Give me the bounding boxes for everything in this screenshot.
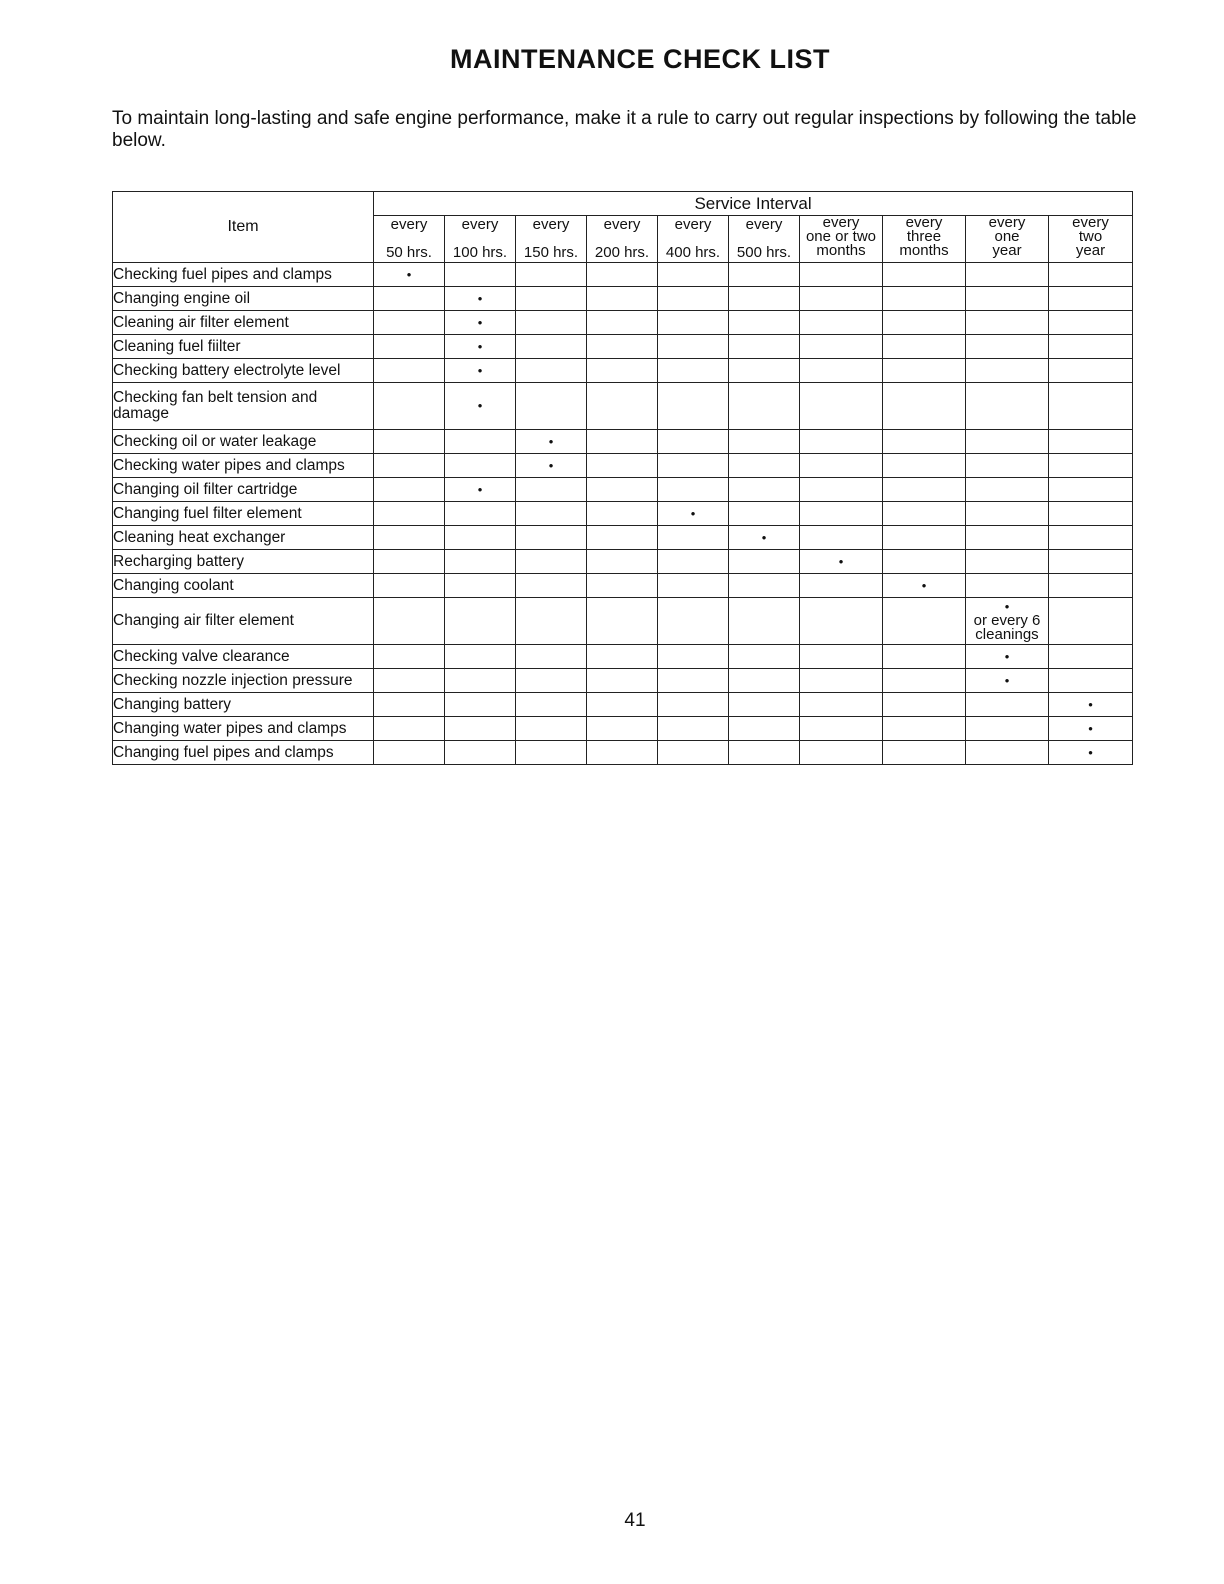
interval-cell [658,287,729,311]
interval-cell [800,693,883,717]
interval-cell [445,287,516,311]
interval-cell [374,359,445,383]
check-mark: • [477,290,483,306]
interval-cell [516,669,587,693]
interval-cell [1049,717,1133,741]
interval-cell [658,478,729,502]
interval-label-l2: 500 hrs. [736,244,792,261]
interval-label-l3: year [1075,242,1106,259]
interval-cell [445,598,516,645]
check-mark: • [761,529,767,545]
interval-cell [587,311,658,335]
interval-cell [374,717,445,741]
item-cell: Checking fuel pipes and clamps [113,263,374,287]
interval-cell [445,311,516,335]
interval-cell [445,693,516,717]
interval-cell [800,645,883,669]
check-mark: • [1088,696,1093,712]
check-mark: • [548,457,554,473]
interval-cell [800,430,883,454]
interval-cell [1049,430,1133,454]
item-column-header: Item [113,192,374,263]
check-mark: • [921,577,927,593]
table-row [113,574,1133,598]
interval-cell [516,526,587,550]
interval-cell [1049,669,1133,693]
table-row [113,263,1133,287]
interval-cell [729,693,800,717]
interval-cell [1049,263,1133,287]
interval-cell [800,383,883,430]
item-cell: Cleaning fuel fiilter [113,335,374,359]
check-mark: • [1088,720,1093,736]
interval-cell [1049,526,1133,550]
interval-cell [800,741,883,765]
maintenance-table [112,191,1133,765]
interval-cell [1049,645,1133,669]
page-number: 41 [624,1510,646,1531]
item-cell: Checking nozzle injection pressure [113,669,374,693]
check-mark: • [1004,672,1010,688]
interval-cell [658,502,729,526]
interval-label-l1: every [745,216,783,233]
interval-label-l1: every [603,216,641,233]
interval-cell [587,574,658,598]
interval-cell [658,669,729,693]
interval-column-header [966,216,1049,263]
interval-cell [516,502,587,526]
page-title: MAINTENANCE CHECK LIST [450,44,830,74]
interval-cell [729,550,800,574]
interval-column-header [1049,216,1133,263]
interval-cell [587,430,658,454]
interval-cell [587,741,658,765]
interval-cell [966,741,1049,765]
interval-cell [883,717,966,741]
interval-cell [374,598,445,645]
interval-cell [966,669,1049,693]
interval-cell [883,287,966,311]
interval-cell [374,311,445,335]
interval-label-l1: every [905,214,943,231]
table-row [113,526,1133,550]
check-mark: • [477,314,483,330]
check-mark: • [477,398,483,413]
interval-cell [516,574,587,598]
interval-cell [1049,550,1133,574]
interval-cell [883,574,966,598]
interval-cell [800,598,883,645]
interval-cell [587,383,658,430]
table-row [113,383,1133,430]
item-cell: Changing oil filter cartridge [113,478,374,502]
interval-cell [658,335,729,359]
interval-cell [966,287,1049,311]
interval-cell [516,287,587,311]
interval-cell [374,693,445,717]
interval-cell [729,430,800,454]
interval-cell [883,383,966,430]
interval-cell [516,263,587,287]
interval-cell [658,693,729,717]
interval-cell [883,454,966,478]
interval-cell [800,502,883,526]
interval-cell [883,311,966,335]
interval-cell [883,598,966,645]
interval-cell [374,645,445,669]
check-mark: • [477,338,483,354]
interval-cell [374,335,445,359]
check-mark: • [838,553,844,569]
table-row [113,430,1133,454]
interval-cell [374,741,445,765]
interval-cell [374,478,445,502]
interval-cell [729,383,800,430]
interval-label-l2: one [994,228,1020,245]
table-row [113,311,1133,335]
interval-column-header [445,216,516,263]
item-cell: Checking oil or water leakage [113,430,374,454]
table-row [113,359,1133,383]
interval-cell [658,741,729,765]
interval-cell [729,645,800,669]
interval-label-l1: every [674,216,712,233]
interval-column-header [800,216,883,263]
interval-cell [1049,478,1133,502]
table-row [113,693,1133,717]
interval-cell [966,311,1049,335]
interval-cell [658,717,729,741]
interval-cell [374,502,445,526]
interval-cell [1049,741,1133,765]
interval-cell [883,526,966,550]
interval-cell [587,263,658,287]
item-cell: Changing air filter element [113,598,374,645]
interval-cell [800,574,883,598]
interval-note: cleanings [975,626,1039,643]
interval-cell [729,502,800,526]
interval-cell [966,502,1049,526]
interval-column-header [883,216,966,263]
interval-cell [445,502,516,526]
interval-cell [1049,693,1133,717]
check-mark: • [690,505,696,521]
interval-cell [883,335,966,359]
interval-cell [587,287,658,311]
check-mark: • [477,362,483,378]
interval-cell [729,478,800,502]
interval-cell [374,574,445,598]
interval-cell [966,526,1049,550]
interval-cell [883,669,966,693]
interval-cell [883,502,966,526]
item-cell: Cleaning air filter element [113,311,374,335]
interval-cell [516,717,587,741]
interval-cell [587,335,658,359]
interval-cell [800,335,883,359]
interval-cell [445,645,516,669]
interval-cell [374,550,445,574]
interval-column-header [374,216,445,263]
interval-cell [445,478,516,502]
interval-cell [883,741,966,765]
interval-cell [445,430,516,454]
interval-cell [729,311,800,335]
item-cell: Checking battery electrolyte level [113,359,374,383]
interval-cell [883,550,966,574]
check-mark: • [1004,599,1010,614]
interval-cell [587,359,658,383]
interval-label-l1: every [532,216,570,233]
service-interval-header: Service Interval [374,192,1133,216]
interval-cell [445,669,516,693]
interval-cell [587,526,658,550]
interval-cell [658,263,729,287]
item-cell: Changing fuel filter element [113,502,374,526]
check-mark: • [1088,744,1093,760]
interval-cell [445,454,516,478]
interval-column-header [587,216,658,263]
interval-cell [658,430,729,454]
interval-cell [516,454,587,478]
interval-cell [445,717,516,741]
interval-label-l2: 150 hrs. [523,244,579,261]
interval-cell [800,717,883,741]
interval-column-header [658,216,729,263]
interval-cell [883,645,966,669]
interval-cell [800,478,883,502]
interval-cell [516,430,587,454]
interval-cell [658,454,729,478]
interval-cell [587,717,658,741]
interval-cell [883,359,966,383]
interval-cell [1049,383,1133,430]
interval-cell [1049,335,1133,359]
interval-cell [966,693,1049,717]
interval-label-l2: two [1078,228,1103,245]
interval-cell [800,359,883,383]
table-row [113,335,1133,359]
table-row [113,598,1133,645]
check-mark: • [406,266,412,282]
interval-cell [1049,502,1133,526]
interval-cell [658,598,729,645]
item-cell: Changing fuel pipes and clamps [113,741,374,765]
interval-cell [883,693,966,717]
table-row [113,669,1133,693]
interval-cell [374,430,445,454]
interval-cell [800,454,883,478]
table-row [113,502,1133,526]
interval-cell [1049,287,1133,311]
interval-cell [1049,454,1133,478]
interval-cell [587,645,658,669]
interval-cell [658,574,729,598]
interval-cell [966,359,1049,383]
interval-cell [658,311,729,335]
table-row [113,741,1133,765]
interval-cell [587,598,658,645]
interval-cell [516,693,587,717]
interval-cell [587,550,658,574]
item-cell: Changing battery [113,693,374,717]
interval-label-l2: 100 hrs. [452,244,508,261]
interval-cell [1049,359,1133,383]
interval-cell [883,430,966,454]
table-row [113,645,1133,669]
interval-label-l3: months [899,242,949,259]
interval-cell [966,454,1049,478]
interval-cell [374,526,445,550]
interval-label-l2: 200 hrs. [594,244,650,261]
interval-cell [966,263,1049,287]
interval-cell [587,478,658,502]
interval-cell [966,598,1049,645]
interval-cell [883,478,966,502]
check-mark: • [1004,648,1010,664]
interval-cell [966,574,1049,598]
item-cell: Recharging battery [113,550,374,574]
interval-cell [658,359,729,383]
interval-cell [516,741,587,765]
interval-cell [374,454,445,478]
interval-label-l1: every [1072,214,1109,231]
interval-cell [445,550,516,574]
table-row [113,550,1133,574]
interval-cell [516,550,587,574]
item-cell: Checking fan belt tension and damage [113,383,374,430]
interval-cell [516,598,587,645]
item-cell: Checking water pipes and clamps [113,454,374,478]
interval-cell [374,263,445,287]
interval-cell [800,669,883,693]
table-row [113,717,1133,741]
interval-cell [374,287,445,311]
intro-paragraph: To maintain long-lasting and safe engine performance, make it a rule to carry out regular inspections by following the table below. [112,108,1137,151]
interval-cell [374,383,445,430]
interval-label-l2: 400 hrs. [665,244,721,261]
interval-cell [516,359,587,383]
interval-cell [729,598,800,645]
interval-cell [729,741,800,765]
item-cell: Checking valve clearance [113,645,374,669]
interval-cell [729,669,800,693]
check-mark: • [548,433,554,449]
interval-cell [516,311,587,335]
interval-cell [729,526,800,550]
check-mark: • [477,481,483,497]
interval-label-l3: year [992,242,1022,259]
interval-cell [587,454,658,478]
interval-cell [658,526,729,550]
interval-cell [658,550,729,574]
interval-cell [516,645,587,669]
interval-cell [966,478,1049,502]
interval-label-l1: every [988,214,1026,231]
interval-cell [1049,598,1133,645]
interval-cell [729,263,800,287]
interval-cell [658,383,729,430]
interval-cell [445,359,516,383]
interval-cell [966,335,1049,359]
interval-cell [516,478,587,502]
interval-cell [516,383,587,430]
interval-cell [966,645,1049,669]
interval-cell [729,287,800,311]
table-row [113,287,1133,311]
interval-cell [800,311,883,335]
interval-cell [729,454,800,478]
interval-label-l1: every [461,216,499,233]
interval-cell [966,717,1049,741]
item-cell: Changing water pipes and clamps [113,717,374,741]
interval-cell [800,550,883,574]
table-row [113,478,1133,502]
interval-column-header [516,216,587,263]
interval-cell [1049,311,1133,335]
interval-cell [658,645,729,669]
interval-cell [445,741,516,765]
interval-cell [800,526,883,550]
interval-cell [729,717,800,741]
interval-cell [445,383,516,430]
interval-cell [966,550,1049,574]
interval-cell [800,263,883,287]
interval-cell [516,335,587,359]
interval-label-l1: every [390,216,428,233]
interval-column-header [729,216,800,263]
item-cell: Cleaning heat exchanger [113,526,374,550]
interval-label-l3: months [816,242,866,259]
interval-label-l2: three [906,228,942,245]
interval-cell [445,526,516,550]
interval-cell [729,335,800,359]
interval-cell [445,263,516,287]
interval-cell [1049,574,1133,598]
interval-cell [800,287,883,311]
interval-cell [966,430,1049,454]
interval-label-l1: every [822,214,860,231]
interval-cell [883,263,966,287]
interval-label-l2: one or two [805,228,877,245]
interval-cell [374,669,445,693]
item-cell: Changing engine oil [113,287,374,311]
interval-cell [445,335,516,359]
interval-cell [587,669,658,693]
interval-note: or every 6 [973,612,1041,629]
interval-cell [587,693,658,717]
table-row [113,454,1133,478]
interval-cell [729,574,800,598]
interval-cell [729,359,800,383]
interval-cell [587,502,658,526]
interval-cell [966,383,1049,430]
interval-cell [445,574,516,598]
item-cell: Changing coolant [113,574,374,598]
interval-label-l2: 50 hrs. [386,244,432,261]
